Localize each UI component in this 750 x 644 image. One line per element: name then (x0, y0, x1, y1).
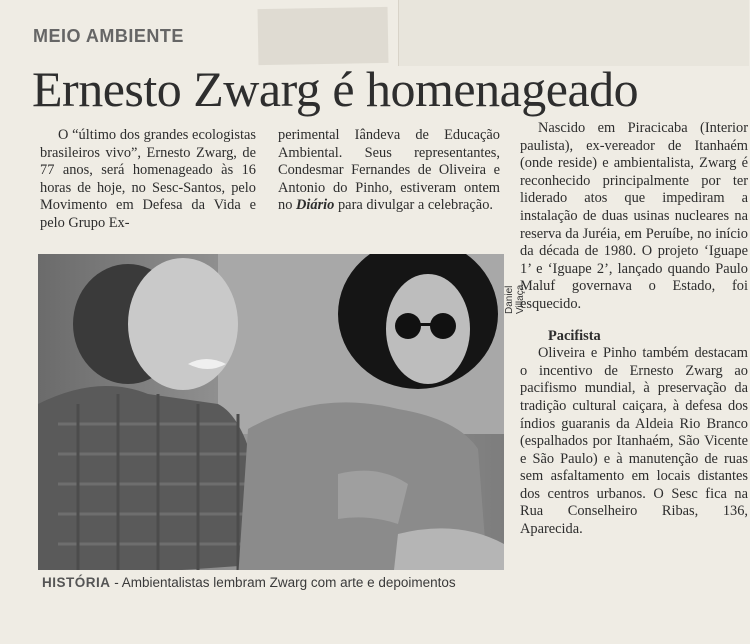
subhead-pacifista: Pacifista (548, 327, 601, 344)
paragraph-pacifista: Oliveira e Pinho também destacam o incentivo de Ernesto Zwarg ao pacifismo mundial, à preservação da tradição cultural caiçara, à defesa dos índios guaranis da Aldeia Rio Branco (espalhados por Itanhaém, São Vicente e São Paulo) e à manutenção de ruas sem asfaltamento em locais distantes dos centros urbanos. O Sesc fica na Rua Conselheiro Ribas, 136, Aparecida. (520, 345, 748, 538)
photo-credit: Daniel Villaça (504, 284, 526, 314)
article-column-2 (278, 127, 500, 215)
tape-strip (258, 7, 389, 65)
paper-overlay (398, 0, 749, 66)
headline: Ernesto Zwarg é homenageado (32, 61, 639, 117)
photo-illustration (38, 254, 504, 570)
article-column-3 (520, 120, 748, 539)
column-2-text-a: perimental Iândeva de Educação Ambiental. Seus representantes, Condesmar Fernandes de Oliveira e Antonio do Pinho, estiveram ontem no (278, 127, 500, 214)
column-2-text-b: para divulgar a celebração. (334, 197, 493, 214)
article-column-1: O “último dos grandes ecologistas brasileiros vivo”, Ernesto Zwarg, de 77 anos, será homenageado às 16 horas de hoje, no Sesc-Santos, pelo Movimento em Defesa da Vida e pelo Grupo Ex- (40, 127, 256, 231)
caption-text: - Ambientalistas lembram Zwarg com arte e depoimentos (110, 575, 456, 590)
news-photo (38, 254, 504, 570)
photo-caption (42, 575, 512, 590)
caption-kicker: HISTÓRIA (42, 575, 111, 590)
paragraph-birthplace: Nascido em Piracicaba (Interior paulista), ex-vereador de Itanhaém (onde reside) e ambientalista, Zwarg é reconhecido principalmente por ter liderado atos que impediram a instalação de duas usinas nucleares na reserva da Juréia, em Peruíbe, no início da década de 1980. O projeto ‘Iguape 1’ e ‘Iguape 2’, lançado quando Paulo Maluf governava o Estado, foi esquecido. (520, 120, 748, 312)
section-label: MEIO AMBIENTE (33, 26, 184, 46)
newspaper-name: Diário (296, 197, 335, 214)
